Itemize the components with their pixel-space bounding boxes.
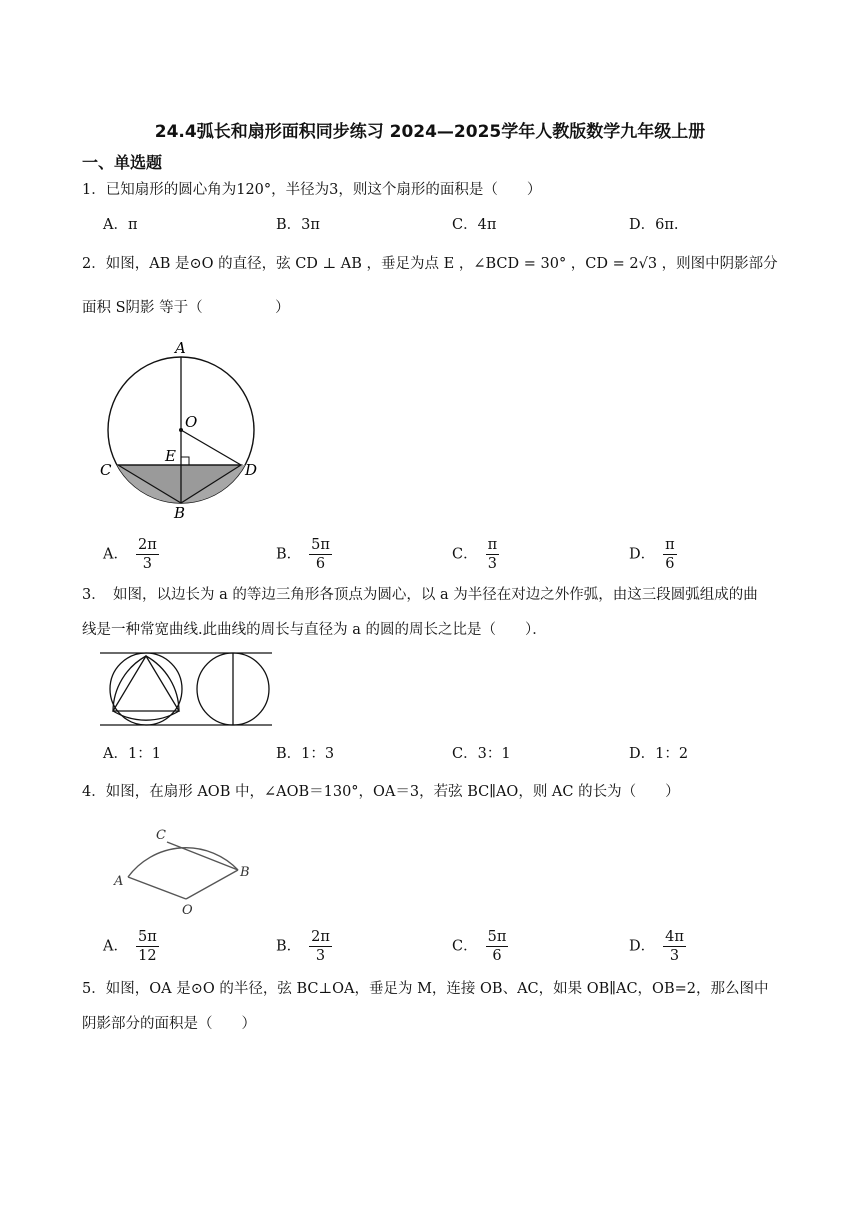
q4-option-b	[276, 928, 332, 965]
q4-label-c: C	[156, 828, 166, 843]
q2-label-o: O	[185, 413, 198, 431]
q4-option-a-label: A．	[103, 938, 128, 955]
q3-option-c: C．3：1	[452, 746, 511, 762]
q4-option-a-num: 5π	[137, 929, 157, 945]
q2-option-b-den: 6	[315, 556, 326, 572]
q2-option-b	[276, 536, 332, 573]
question-3-text-line2: 线是一种常宽曲线.此曲线的周长与直径为 a 的圆的周长之比是（ ）．	[82, 622, 547, 638]
q3-constant-width-figure	[100, 648, 272, 730]
q2-option-d-label: D．	[629, 546, 656, 563]
q2-option-b-label: B．	[276, 546, 302, 563]
q4-option-a-fraction	[136, 928, 159, 965]
q2-option-d-fraction	[663, 536, 677, 573]
q4-option-c-label: C．	[452, 938, 478, 955]
q2-label-c: C	[100, 461, 112, 479]
q2-option-c-den: 3	[487, 556, 497, 572]
q3-option-d: D．1：2	[629, 746, 689, 762]
question-3-text-line1: 3． 如图，以边长为 a 的等边三角形各顶点为圆心，以 a 为半径在对边之外作弧，由这三段圆弧组成的曲	[82, 587, 758, 603]
q2-option-d-den: 6	[665, 556, 675, 572]
question-5-text-line1: 5．如图，OA 是⊙O 的半径，弦 BC⊥OA，垂足为 M，连接 OB、AC，如果 OB∥AC，OB=2，那么图中	[82, 981, 769, 997]
q2-option-d-num: π	[665, 537, 675, 553]
q4-option-b-fraction	[309, 928, 332, 965]
q2-option-a	[103, 536, 159, 573]
q4-label-o: O	[182, 903, 193, 917]
q2-option-c-fraction	[486, 536, 500, 573]
q2-option-a-fraction	[136, 536, 159, 573]
q3-option-b: B．1：3	[276, 746, 335, 762]
q4-option-a	[103, 928, 159, 965]
q4-option-d-label: D．	[629, 938, 656, 955]
q4-option-d-num: 4π	[665, 929, 684, 945]
q4-sector-figure	[112, 822, 262, 917]
q4-option-d	[629, 928, 686, 965]
q4-label-a: A	[114, 874, 124, 889]
q4-option-b-num: 2π	[311, 929, 330, 945]
q1-option-d: D．6π.	[629, 217, 679, 233]
q4-option-a-den: 12	[138, 948, 157, 964]
page-title: 24.4弧长和扇形面积同步练习 2024—2025学年人教版数学九年级上册	[154, 122, 706, 142]
question-2-text-line1: 2．如图，AB 是⊙O 的直径，弦 CD ⊥ AB ，垂足为点 E ，∠BCD = 30° ，CD = 2√3 ，则图中阴影部分	[82, 256, 778, 272]
q3-option-a: A．1：1	[103, 746, 161, 762]
q1-option-a: A．π	[103, 217, 138, 233]
q4-option-c-num: 5π	[487, 929, 507, 945]
q1-option-b: B．3π	[276, 217, 320, 233]
q4-option-c-den: 6	[492, 948, 502, 964]
q2-label-b: B	[174, 504, 186, 522]
q1-option-c: C．4π	[452, 217, 497, 233]
q4-label-b: B	[240, 865, 250, 880]
q2-option-d	[629, 536, 677, 573]
q4-option-d-fraction	[663, 928, 686, 965]
q4-option-c-fraction	[486, 928, 509, 965]
section-heading: 一、单选题	[82, 153, 163, 172]
q4-option-c	[452, 928, 508, 965]
q2-label-a: A	[175, 339, 186, 357]
q4-option-b-den: 3	[315, 948, 326, 964]
q4-option-d-den: 3	[669, 948, 680, 964]
question-2-text-line2: 面积 S阴影 等于（ ）	[82, 300, 290, 316]
q2-option-c-num: π	[487, 537, 498, 553]
q2-circle-figure	[95, 335, 270, 525]
question-1-text: 1．已知扇形的圆心角为120°，半径为3，则这个扇形的面积是（ ）	[82, 182, 542, 198]
q2-option-b-fraction	[309, 536, 332, 573]
q2-option-c	[452, 536, 499, 573]
q2-option-b-num: 5π	[311, 537, 330, 553]
q2-option-a-den: 3	[142, 556, 152, 572]
q2-option-a-num: 2π	[137, 537, 157, 553]
q2-option-a-label: A．	[103, 546, 128, 563]
q4-option-b-label: B．	[276, 938, 302, 955]
q2-label-d: D	[245, 461, 258, 479]
question-5-text-line2: 阴影部分的面积是（ ）	[82, 1016, 256, 1032]
question-4-text: 4．如图，在扇形 AOB 中，∠AOB＝130°，OA＝3，若弦 BC∥AO，则 AC 的长为（ ）	[82, 784, 680, 800]
q2-option-c-label: C．	[452, 546, 478, 563]
q2-label-e: E	[165, 447, 176, 465]
